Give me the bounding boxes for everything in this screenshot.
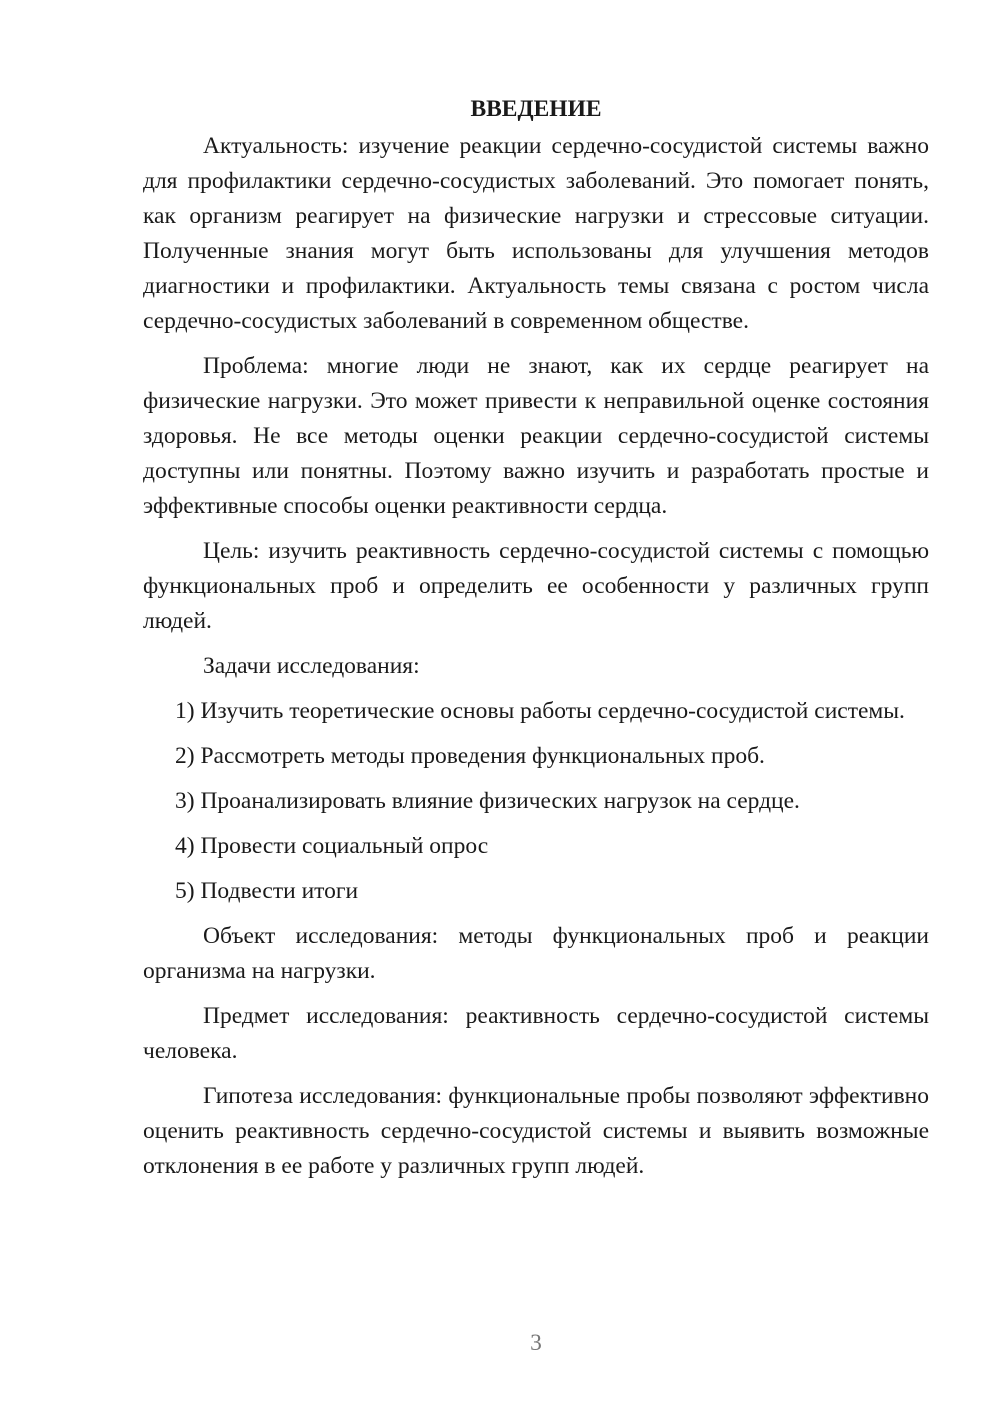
goal-paragraph: Цель: изучить реактивность сердечно-сосудистой системы с помощью функциональных проб и определить ее особенности у различных групп людей. bbox=[143, 538, 929, 634]
task-item: 4) Провести социальный опрос bbox=[175, 833, 489, 859]
task-item: 3) Проанализировать влияние физических нагрузок на сердце. bbox=[175, 788, 800, 814]
hypothesis-paragraph: Гипотеза исследования: функциональные пробы позволяют эффективно оценить реактивность сердечно-сосудистой системы и выявить возможные отклонения в ее работе у различных групп людей. bbox=[143, 1083, 929, 1179]
subject-paragraph: Предмет исследования: реактивность сердечно-сосудистой системы человека. bbox=[143, 1003, 929, 1064]
section-title: ВВЕДЕНИЕ bbox=[470, 96, 602, 122]
problem-paragraph: Проблема: многие люди не знают, как их сердце реагирует на физические нагрузки. Это может привести к неправильной оценке состояния здоровья. Не все методы оценки реакции сердечно-сосудистой системы доступны или понятны. Поэтому важно изучить и разработать простые и эффективные способы оценки реактивности сердца. bbox=[143, 353, 929, 519]
relevance-paragraph: Актуальность: изучение реакции сердечно-сосудистой системы важно для профилактики сердечно-сосудистых заболеваний. Это помогает понять, как организм реагирует на физические нагрузки и стрессовые ситуации. Полученные знания могут быть использованы для улучшения методов диагностики и профилактики. Актуальность темы связана с ростом числа сердечно-сосудистых заболеваний в современном обществе. bbox=[143, 133, 929, 334]
object-paragraph: Объект исследования: методы функциональных проб и реакции организма на нагрузки. bbox=[143, 923, 929, 984]
tasks-heading: Задачи исследования: bbox=[203, 653, 420, 679]
task-item: 5) Подвести итоги bbox=[175, 878, 359, 904]
page-number: 3 bbox=[530, 1330, 542, 1356]
task-item: 2) Рассмотреть методы проведения функциональных проб. bbox=[175, 743, 765, 769]
document-page bbox=[143, 92, 929, 1194]
task-item: 1) Изучить теоретические основы работы сердечно-сосудистой системы. bbox=[175, 698, 905, 724]
